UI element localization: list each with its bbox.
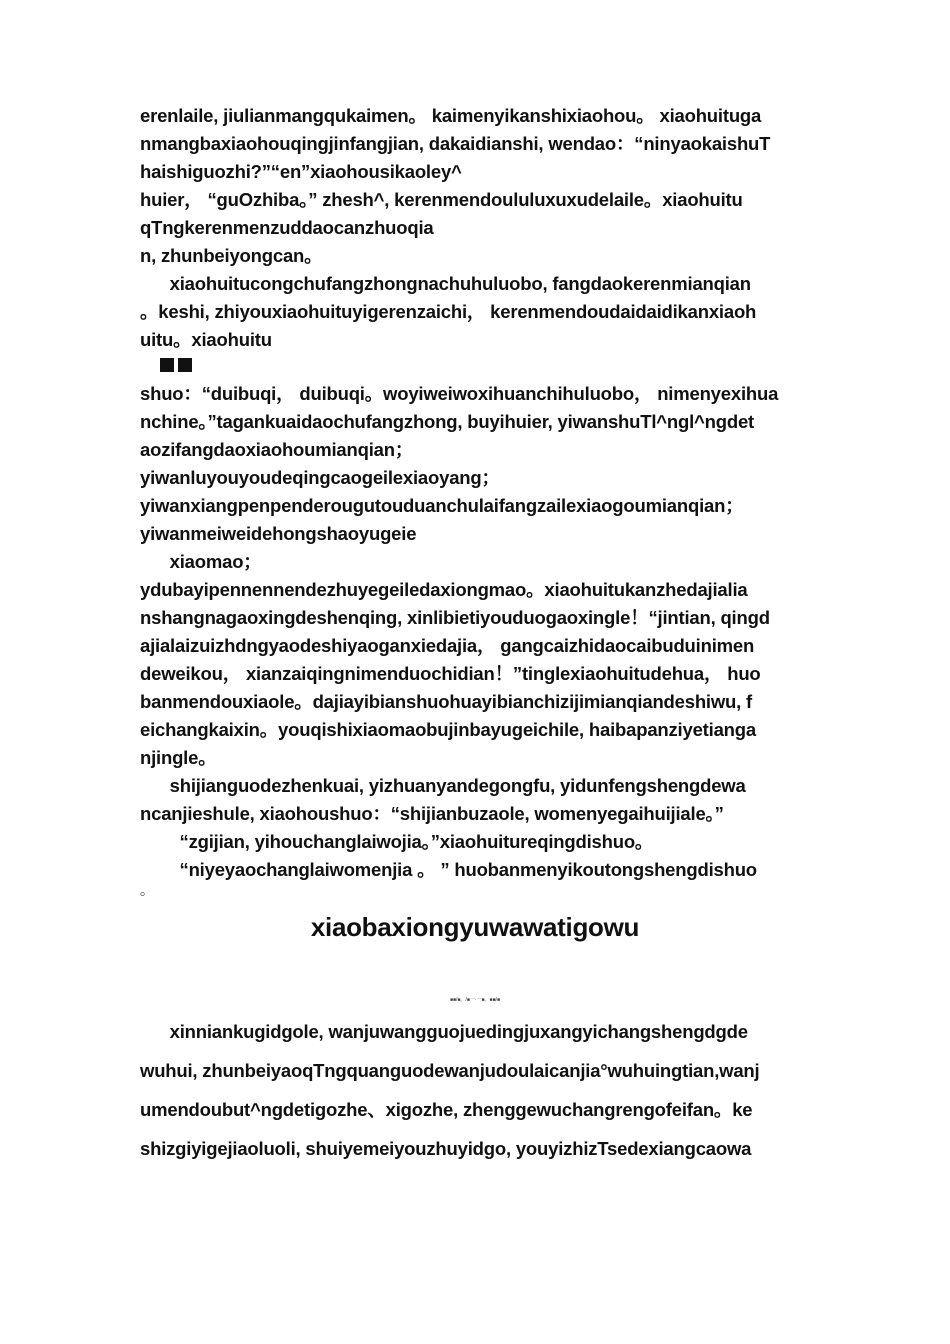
- text-line: banmendouxiaole。dajiayibianshuohuayibianchizijimianqiandeshiwu, f: [140, 691, 752, 712]
- text-line: aozifangdaoxiaohoumianqian；: [140, 439, 414, 460]
- text-line: nshangnagaoxingdeshenqing, xinlibietiyouduogaoxingle！“jintian, qingd: [140, 607, 770, 628]
- text-line: n, zhunbeiyongcan。: [140, 245, 323, 266]
- middle-paragraphs: [140, 380, 815, 884]
- text-line: xiaohuitucongchufangzhongnachuhuluobo, fangdaokerenmianqian: [140, 273, 751, 294]
- text-line: shijianguodezhenkuai, yizhuanyandegongfu, yidunfengshengdewa: [140, 775, 746, 796]
- text-line: erenlaile, jiulianmangqukaimen。 kaimenyikanshixiaohou。 xiaohuituga: [140, 105, 762, 126]
- text-line: “niyeyaochanglaiwomenjia 。 ” huobanmenyikoutongshengdishuo: [140, 859, 757, 880]
- black-squares-mark: [160, 358, 200, 374]
- byline-small: ■■/■。/■一·一■。■■/■: [450, 997, 500, 1003]
- text-line: deweikou， xianzaiqingnimenduochidian！”tinglexiaohuitudehua， huo: [140, 663, 761, 684]
- trailing-punctuation: 。: [140, 882, 154, 898]
- text-line: yiwanluyouyoudeqingcaogeilexiaoyang；: [140, 467, 500, 488]
- text-line: nmangbaxiaohouqingjinfangjian, dakaidianshi, wendao：“ninyaokaishuT: [140, 133, 771, 154]
- text-line: umendoubut^ngdetigozhe、xigozhe, zhenggewuchangrengofeifan。ke: [140, 1099, 753, 1120]
- text-line: qTngkerenmenzuddaocanzhuoqia: [140, 217, 434, 238]
- text-line: xinniankugidgole, wanjuwangguojuedingjuxangyichangshengdgde: [140, 1021, 748, 1042]
- text-line: haishiguozhi?”“en”xiaohousikaoley^: [140, 161, 462, 182]
- upper-paragraphs: [140, 102, 815, 354]
- square-mark-1: [160, 358, 174, 372]
- text-line: yiwanxiangpenpenderougutouduanchulaifangzailexiaogoumianqian；: [140, 495, 744, 516]
- text-line: ncanjieshule, xiaohoushuo：“shijianbuzaole, womenyegaihuijiale。”: [140, 803, 724, 824]
- lower-paragraphs: [140, 1012, 815, 1168]
- square-mark-2: [178, 358, 192, 372]
- text-line: yiwanmeiweidehongshaoyugeie: [140, 523, 417, 544]
- text-line: 。keshi, zhiyouxiaohuituyigerenzaichi， kerenmendoudaidaidikanxiaoh: [140, 301, 757, 322]
- text-line: uitu。xiaohuitu: [140, 329, 272, 350]
- text-line: shizgiyigejiaoluoli, shuiyemeiyouzhuyidgo, youyizhizTsedexiangcaowa: [140, 1138, 752, 1159]
- text-line: ydubayipennennendezhuyegeiledaxiongmao。xiaohuitukanzhedajialia: [140, 579, 748, 600]
- text-line: njingle。: [140, 747, 217, 768]
- text-line: wuhui, zhunbeiyaoqTngquanguodewanjudoulaicanjia°wuhuingtian,wanj: [140, 1060, 760, 1081]
- text-line: xiaomao；: [140, 551, 262, 572]
- text-line: shuo：“duibuqi， duibuqi。woyiweiwoxihuanchihuluobo， nimenyexihua: [140, 383, 779, 404]
- text-line: “zgijian, yihouchanglaiwojia。”xiaohuitureqingdishuo。: [140, 831, 654, 852]
- text-line: ajialaizuizhdngyaodeshiyaoganxiedajia， gangcaizhidaocaibuduinimen: [140, 635, 755, 656]
- text-line: nchine。”tagankuaidaochufangzhong, buyihuier, yiwanshuTl^ngl^ngdet: [140, 411, 754, 432]
- text-line: eichangkaixin。youqishixiaomaobujinbayugeichile, haibapanziyetianga: [140, 719, 756, 740]
- text-line: huier， “guOzhiba。” zhesh^, kerenmendoululuxuxudelaile。xiaohuitu: [140, 189, 743, 210]
- story-title: xiaobaxiongyuwawatigowu: [310, 912, 640, 942]
